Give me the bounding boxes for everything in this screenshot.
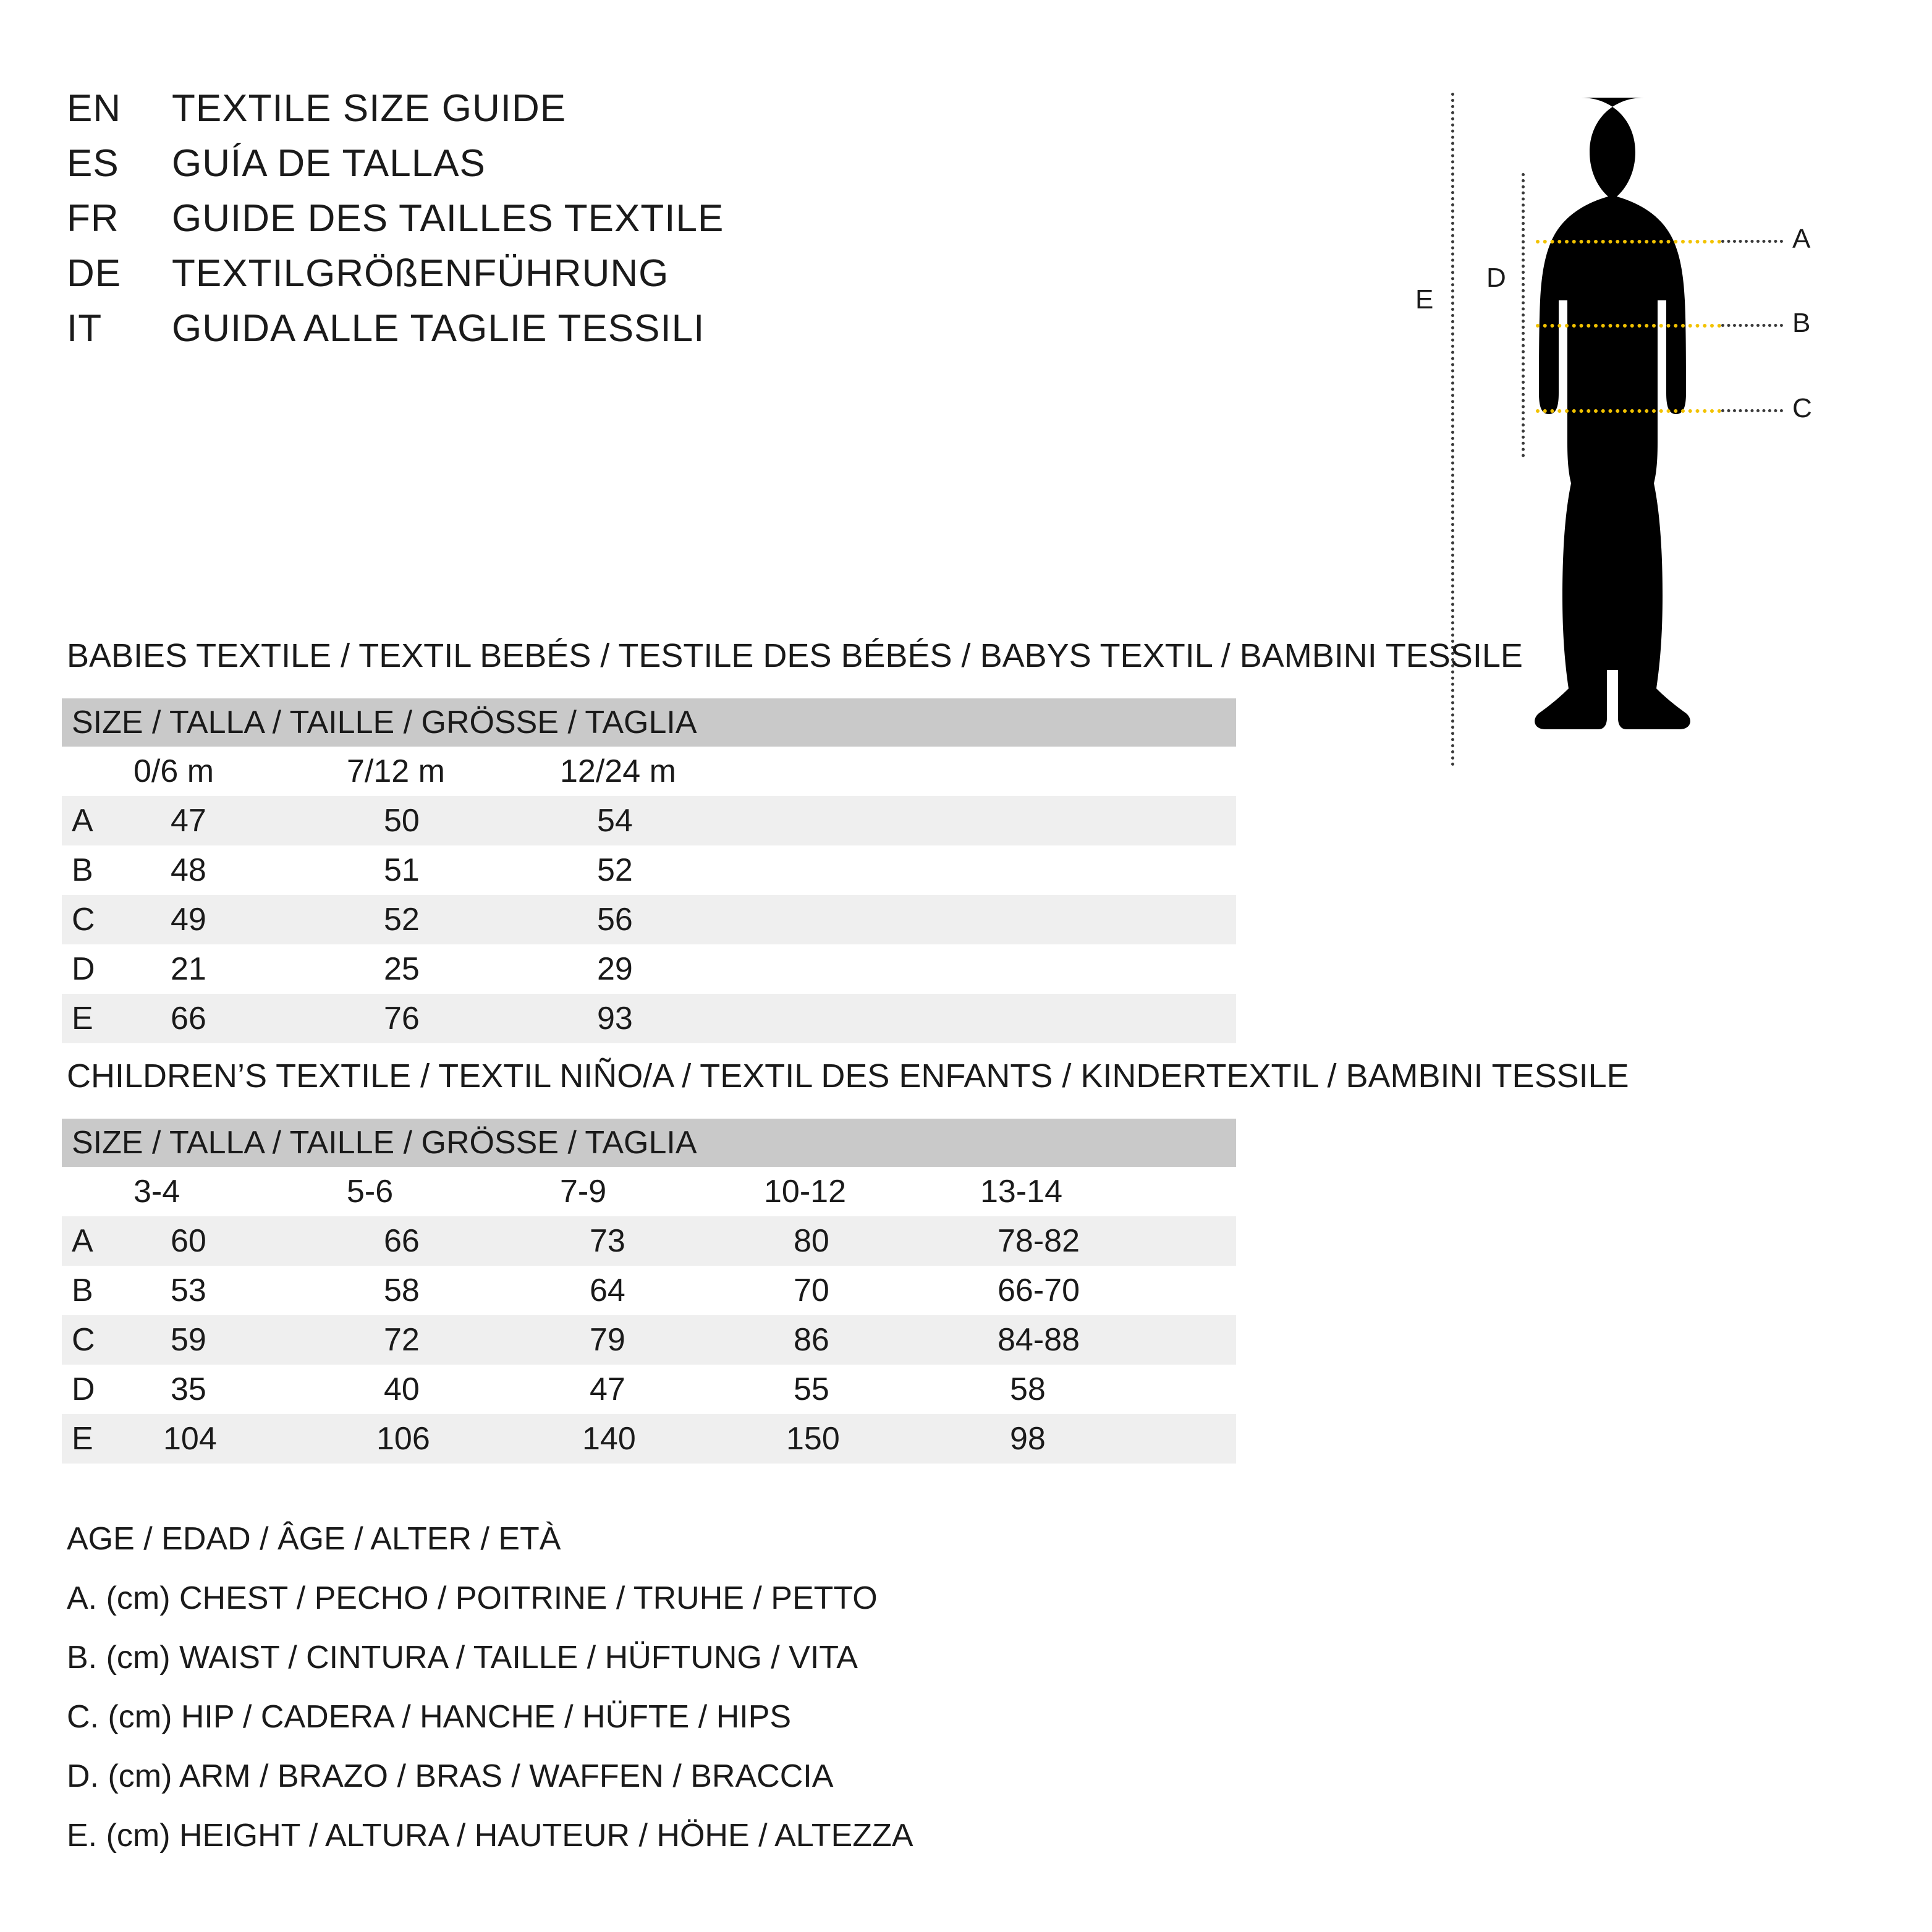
figure-label-b: B xyxy=(1792,308,1811,338)
column-header: 12/24 m xyxy=(560,747,1236,796)
waist-measure-line-b xyxy=(1536,324,1721,328)
cell-value: 52 xyxy=(560,845,1236,895)
children-table-header: SIZE / TALLA / TAILLE / GRÖSSE / TAGLIA xyxy=(62,1119,1236,1167)
cell-value: 86 xyxy=(764,1315,980,1365)
cell-value: 73 xyxy=(560,1216,764,1266)
language-title: TEXTILE SIZE GUIDE xyxy=(172,87,567,130)
babies-table-header: SIZE / TALLA / TAILLE / GRÖSSE / TAGLIA xyxy=(62,698,1236,747)
table-row xyxy=(62,1216,1236,1266)
cell-value: 78-82 xyxy=(980,1216,1236,1266)
figure-label-a: A xyxy=(1792,224,1811,254)
language-code: DE xyxy=(67,252,122,295)
empty-corner xyxy=(62,1167,133,1216)
legend-line-age: AGE / EDAD / ÂGE / ALTER / ETÀ xyxy=(67,1521,561,1557)
chest-measure-line-a xyxy=(1536,240,1721,244)
cell-value: 25 xyxy=(347,944,560,994)
measurement-legend xyxy=(67,1520,913,1876)
language-title-list xyxy=(67,87,932,362)
cell-value: 76 xyxy=(347,994,560,1043)
cell-value: 52 xyxy=(347,895,560,944)
cell-value: 58 xyxy=(980,1365,1236,1414)
table-row xyxy=(62,1365,1236,1414)
chest-leader-line-a xyxy=(1721,240,1783,243)
cell-value: 58 xyxy=(347,1266,560,1315)
row-label: D xyxy=(62,944,133,994)
cell-value: 80 xyxy=(764,1216,980,1266)
cell-value: 106 xyxy=(347,1414,560,1464)
language-title: GUIDE DES TAILLES TEXTILE xyxy=(172,197,724,240)
cell-value: 93 xyxy=(560,994,1236,1043)
legend-line-hip: C. (cm) HIP / CADERA / HANCHE / HÜFTE / HIPS xyxy=(67,1699,792,1735)
table-row xyxy=(62,895,1236,944)
babies-section-title: BABIES TEXTILE / TEXTIL BEBÉS / TESTILE DES BÉBÉS / BABYS TEXTIL / BAMBINI TESSILE xyxy=(67,637,1523,674)
language-title: GUÍA DE TALLAS xyxy=(172,142,486,185)
cell-value: 56 xyxy=(560,895,1236,944)
table-header-row xyxy=(62,698,1236,747)
table-header-row xyxy=(62,1119,1236,1167)
empty-corner xyxy=(62,747,133,796)
language-code: EN xyxy=(67,87,122,130)
cell-value: 70 xyxy=(764,1266,980,1315)
legend-line-chest: A. (cm) CHEST / PECHO / POITRINE / TRUHE / PETTO xyxy=(67,1580,878,1616)
child-silhouette-icon xyxy=(1514,93,1774,766)
cell-value: 104 xyxy=(133,1414,347,1464)
cell-value: 54 xyxy=(560,796,1236,845)
cell-value: 72 xyxy=(347,1315,560,1365)
column-header: 5-6 xyxy=(347,1167,560,1216)
column-header: 7-9 xyxy=(560,1167,764,1216)
cell-value: 51 xyxy=(347,845,560,895)
cell-value: 66 xyxy=(133,994,347,1043)
hip-leader-line-c xyxy=(1721,409,1783,412)
cell-value: 55 xyxy=(764,1365,980,1414)
hip-measure-line-c xyxy=(1536,409,1721,413)
cell-value: 47 xyxy=(560,1365,764,1414)
figure-label-e: E xyxy=(1415,284,1434,315)
table-row xyxy=(62,1414,1236,1464)
row-label: C xyxy=(62,1315,133,1365)
cell-value: 60 xyxy=(133,1216,347,1266)
table-column-row xyxy=(62,747,1236,796)
cell-value: 40 xyxy=(347,1365,560,1414)
language-code: FR xyxy=(67,197,119,240)
legend-line-height: E. (cm) HEIGHT / ALTURA / HAUTEUR / HÖHE / ALTEZZA xyxy=(67,1818,913,1854)
cell-value: 49 xyxy=(133,895,347,944)
table-row xyxy=(62,1266,1236,1315)
column-header: 10-12 xyxy=(764,1167,980,1216)
cell-value: 98 xyxy=(980,1414,1236,1464)
cell-value: 50 xyxy=(347,796,560,845)
cell-value: 150 xyxy=(764,1414,980,1464)
column-header: 3-4 xyxy=(133,1167,347,1216)
row-label: B xyxy=(62,1266,133,1315)
language-row xyxy=(67,142,932,185)
table-column-row xyxy=(62,1167,1236,1216)
cell-value: 84-88 xyxy=(980,1315,1236,1365)
figure-label-d: D xyxy=(1486,263,1506,293)
row-label: B xyxy=(62,845,133,895)
table-row xyxy=(62,994,1236,1043)
babies-size-table xyxy=(62,698,1236,1043)
row-label: E xyxy=(62,1414,133,1464)
legend-line-arm: D. (cm) ARM / BRAZO / BRAS / WAFFEN / BRACCIA xyxy=(67,1758,834,1794)
row-label: D xyxy=(62,1365,133,1414)
row-label: A xyxy=(62,796,133,845)
row-label: A xyxy=(62,1216,133,1266)
row-label: C xyxy=(62,895,133,944)
row-label: E xyxy=(62,994,133,1043)
figure-label-c: C xyxy=(1792,393,1812,423)
language-row xyxy=(67,87,932,130)
cell-value: 47 xyxy=(133,796,347,845)
table-row xyxy=(62,845,1236,895)
cell-value: 79 xyxy=(560,1315,764,1365)
language-row xyxy=(67,252,932,295)
table-row xyxy=(62,944,1236,994)
column-header: 13-14 xyxy=(980,1167,1236,1216)
measurement-diagram xyxy=(1409,93,1879,785)
cell-value: 29 xyxy=(560,944,1236,994)
column-header: 0/6 m xyxy=(133,747,347,796)
children-section-title: CHILDREN’S TEXTILE / TEXTIL NIÑO/A / TEXTIL DES ENFANTS / KINDERTEXTIL / BAMBINI TESSILE xyxy=(67,1057,1629,1095)
table-row xyxy=(62,1315,1236,1365)
cell-value: 66 xyxy=(347,1216,560,1266)
legend-line-waist: B. (cm) WAIST / CINTURA / TAILLE / HÜFTUNG / VITA xyxy=(67,1640,858,1676)
cell-value: 64 xyxy=(560,1266,764,1315)
cell-value: 53 xyxy=(133,1266,347,1315)
language-title: GUIDA ALLE TAGLIE TESSILI xyxy=(172,307,705,350)
cell-value: 59 xyxy=(133,1315,347,1365)
language-code: ES xyxy=(67,142,119,185)
cell-value: 21 xyxy=(133,944,347,994)
cell-value: 48 xyxy=(133,845,347,895)
cell-value: 66-70 xyxy=(980,1266,1236,1315)
cell-value: 140 xyxy=(560,1414,764,1464)
language-row xyxy=(67,307,932,350)
column-header: 7/12 m xyxy=(347,747,560,796)
children-size-table xyxy=(62,1119,1236,1464)
waist-leader-line-b xyxy=(1721,324,1783,327)
cell-value: 35 xyxy=(133,1365,347,1414)
table-row xyxy=(62,796,1236,845)
language-title: TEXTILGRÖßENFÜHRUNG xyxy=(172,252,669,295)
language-code: IT xyxy=(67,307,103,350)
language-row xyxy=(67,197,932,240)
